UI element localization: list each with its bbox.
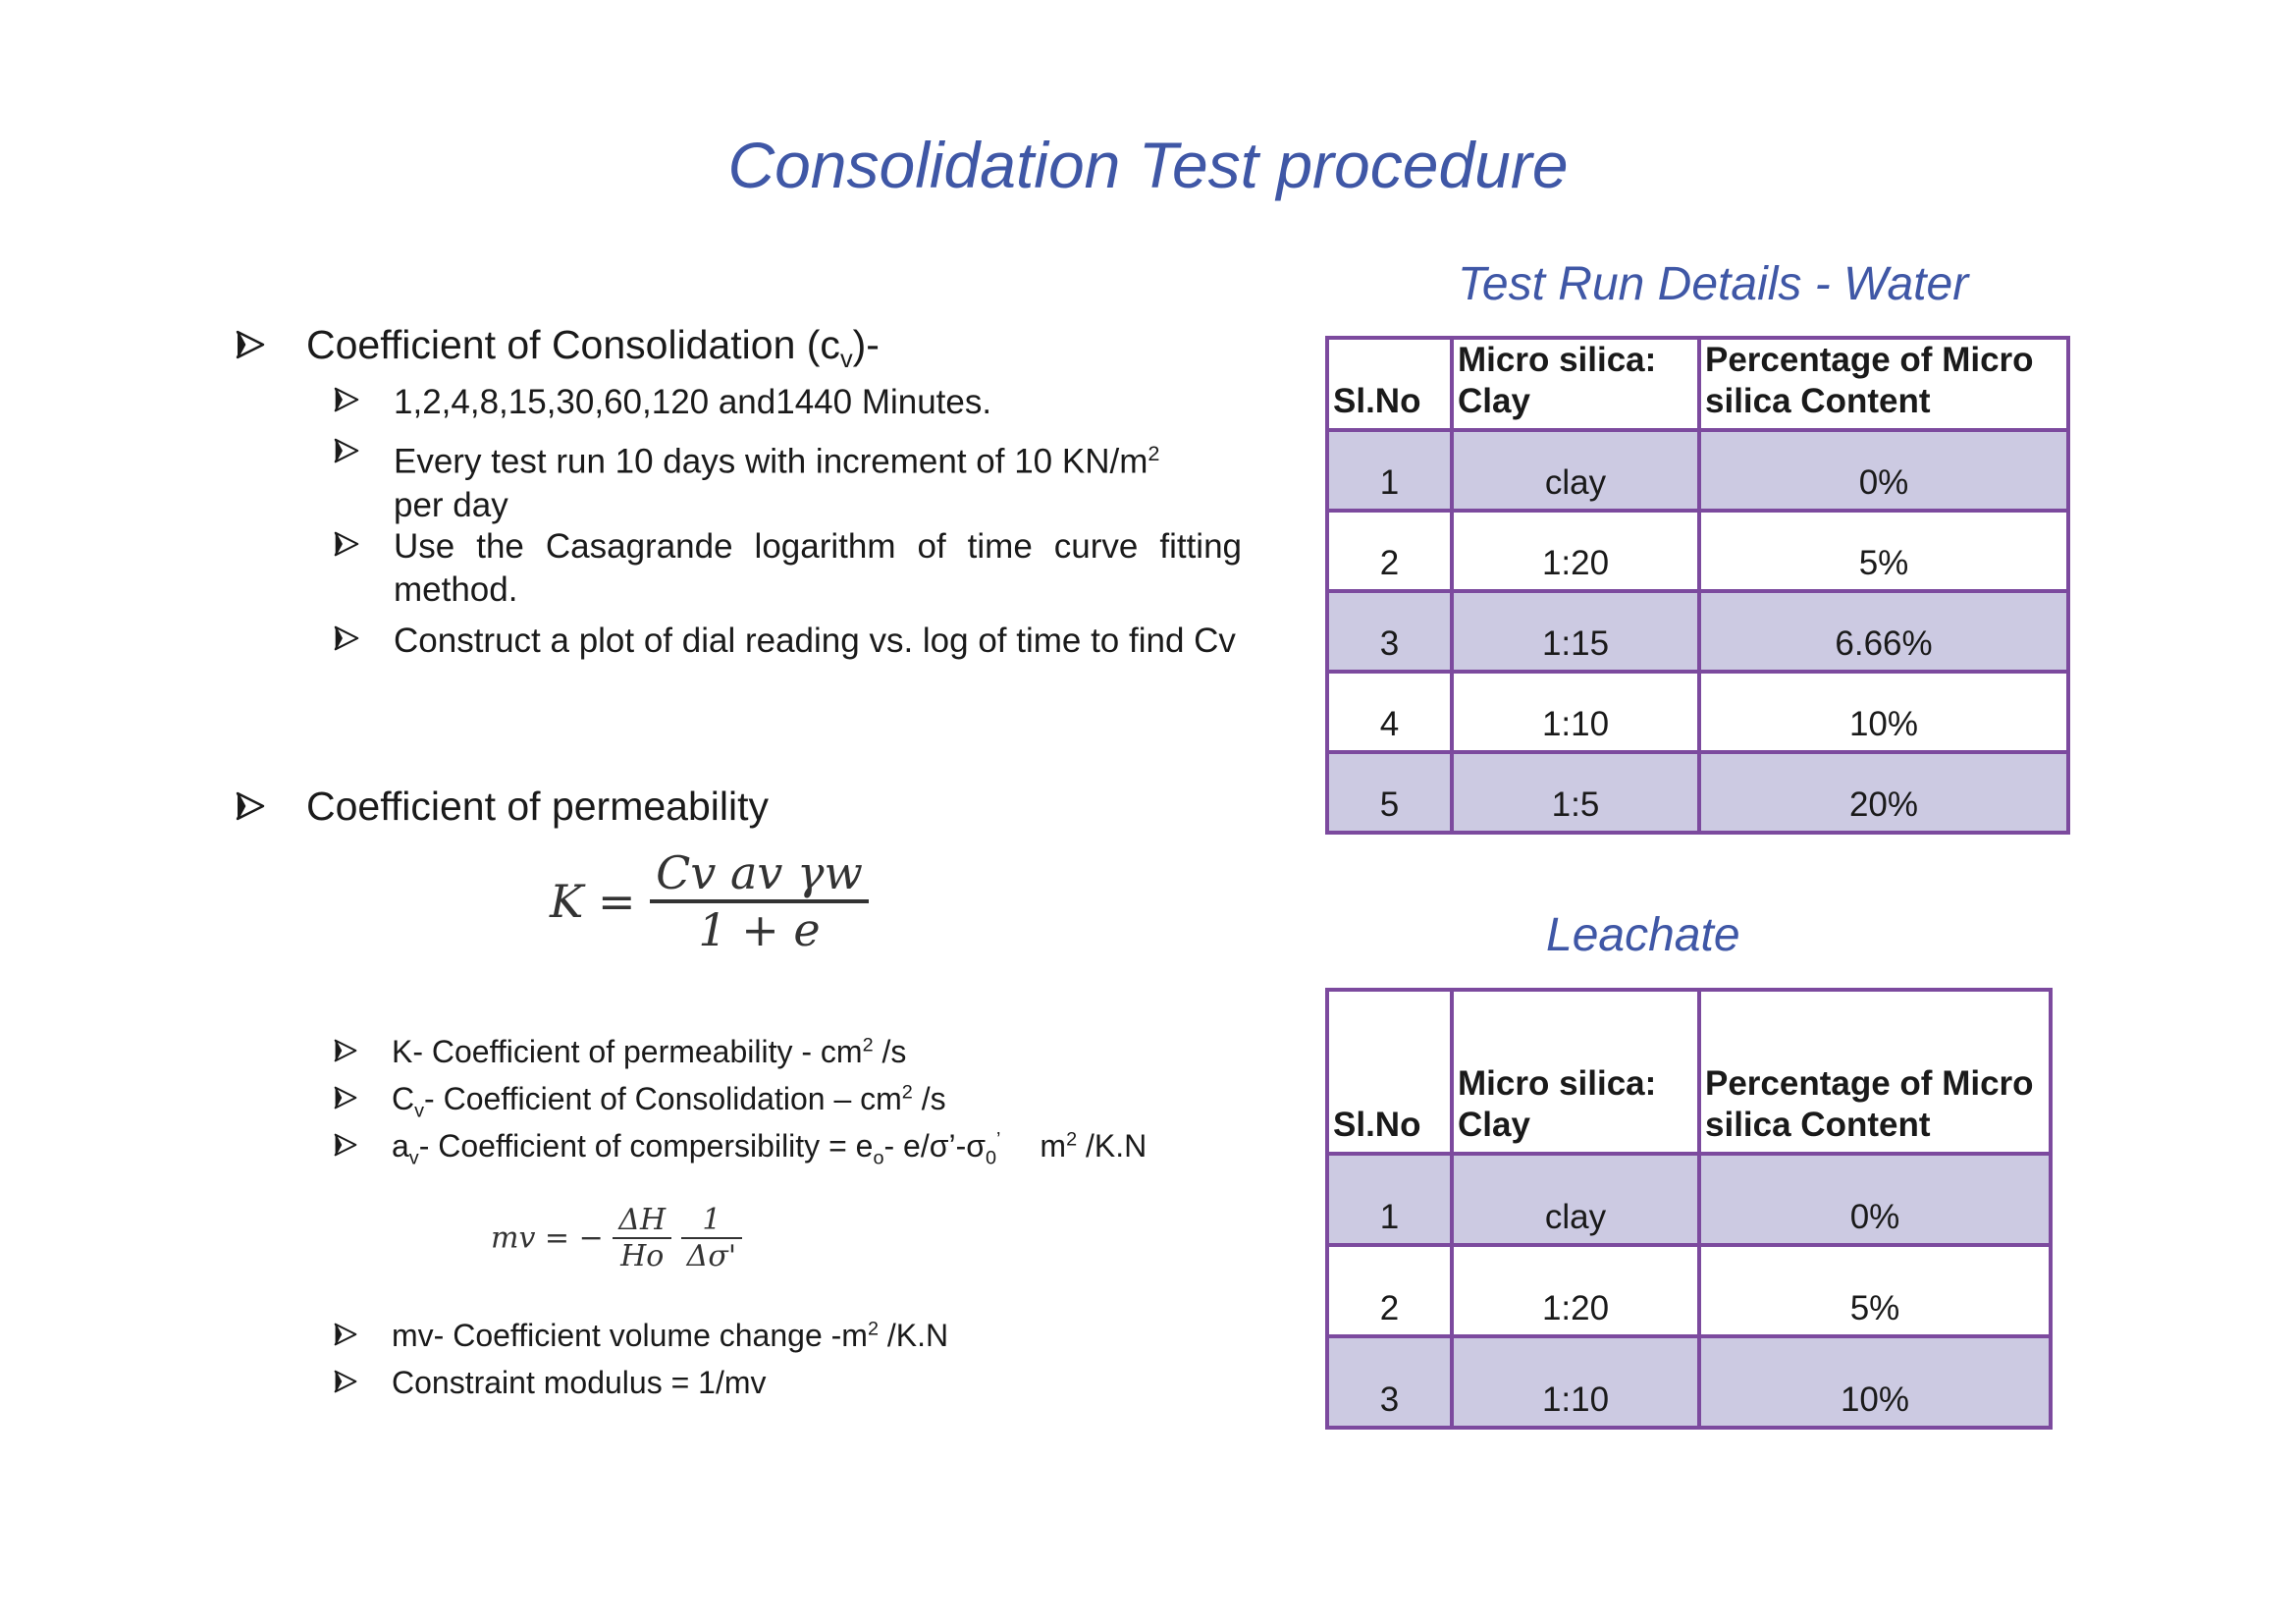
cell-slno: 1 bbox=[1327, 430, 1452, 511]
arrow-bullet-icon bbox=[334, 625, 359, 651]
cell-slno: 3 bbox=[1327, 1336, 1452, 1428]
arrow-bullet-icon bbox=[236, 330, 265, 359]
cell-percentage: 10% bbox=[1699, 672, 2068, 752]
table-row bbox=[1327, 430, 2068, 511]
leachate-table bbox=[1325, 988, 2053, 1430]
def-cv: $C_v-$ Coefficient of Consolidation – $cm^2$ /s bbox=[334, 1081, 946, 1122]
arrow-bullet-icon bbox=[334, 438, 359, 463]
cell-percentage: 0% bbox=[1699, 1154, 2051, 1245]
cell-ratio: 1:15 bbox=[1452, 591, 1699, 672]
cv-item-times: 1,2,4,8,15,30,60,120 and1440 Minutes. bbox=[334, 381, 1242, 424]
leachate-table-title: Leachate bbox=[1546, 909, 1740, 961]
table-row bbox=[1327, 752, 2068, 833]
cell-ratio: clay bbox=[1452, 1154, 1699, 1245]
arrow-bullet-icon bbox=[236, 791, 265, 821]
header-ratio: Micro silica: Clay bbox=[1452, 338, 1699, 430]
def-k: K- Coefficient of permeability - $cm^2$ /s bbox=[334, 1034, 906, 1070]
cell-percentage: 10% bbox=[1699, 1336, 2051, 1428]
cv-item-casagrande: Use the Casagrande logarithm of time curve fitting method. bbox=[334, 525, 1242, 612]
cell-slno: 2 bbox=[1327, 511, 1452, 591]
cell-slno: 4 bbox=[1327, 672, 1452, 752]
arrow-bullet-icon bbox=[334, 531, 359, 557]
cell-ratio: 1:20 bbox=[1452, 511, 1699, 591]
water-table-title: Test Run Details - Water bbox=[1458, 258, 1969, 310]
arrow-bullet-icon bbox=[334, 1133, 357, 1157]
arrow-bullet-icon bbox=[334, 1370, 357, 1393]
cell-percentage: 5% bbox=[1699, 511, 2068, 591]
def-mv: mv- Coefficient volume change $-m^2$ /K.N bbox=[334, 1318, 948, 1354]
cell-slno: 3 bbox=[1327, 591, 1452, 672]
cell-percentage: 6.66% bbox=[1699, 591, 2068, 672]
table-row bbox=[1327, 672, 2068, 752]
cv-heading: Coefficient of Consolidation $(c_v)-$ bbox=[236, 322, 880, 374]
table-row bbox=[1327, 511, 2068, 591]
header-slno: Sl.No bbox=[1327, 990, 1452, 1154]
perm-heading: Coefficient of permeability bbox=[236, 784, 769, 830]
arrow-bullet-icon bbox=[334, 1323, 357, 1346]
arrow-bullet-icon bbox=[334, 387, 359, 412]
header-percentage: Percentage of Micro silica Content bbox=[1699, 990, 2051, 1154]
table-header-row bbox=[1327, 338, 2068, 430]
cell-slno: 1 bbox=[1327, 1154, 1452, 1245]
table-row bbox=[1327, 1154, 2051, 1245]
page-title: Consolidation Test procedure bbox=[727, 129, 1569, 201]
cell-ratio: 1:5 bbox=[1452, 752, 1699, 833]
header-percentage: Percentage of Micro silica Content bbox=[1699, 338, 2068, 430]
table-row bbox=[1327, 1336, 2051, 1428]
table-row bbox=[1327, 591, 2068, 672]
def-av: $a_v-$ Coefficient of compersibility = $e_o-$ $e/\sigma’-\sigma_0^’$ $m^2$ /K.N bbox=[334, 1128, 1147, 1169]
water-table bbox=[1325, 336, 2070, 835]
table-row bbox=[1327, 1245, 2051, 1336]
cell-ratio: 1:10 bbox=[1452, 1336, 1699, 1428]
cell-slno: 5 bbox=[1327, 752, 1452, 833]
cv-item-plot: Construct a plot of dial reading vs. log of time to find Cv bbox=[334, 620, 1242, 663]
formula-mv: mv = − $\frac{\Delta H}{Ho}$ $\frac{1}{\Delta\sigma'}$ bbox=[491, 1203, 742, 1273]
arrow-bullet-icon bbox=[334, 1086, 357, 1110]
header-slno: Sl.No bbox=[1327, 338, 1452, 430]
cell-percentage: 5% bbox=[1699, 1245, 2051, 1336]
header-ratio: Micro silica: Clay bbox=[1452, 990, 1699, 1154]
cell-ratio: 1:10 bbox=[1452, 672, 1699, 752]
cv-item-increment: Every test run 10 days with increment of 10 $KN/m^2$ per day bbox=[334, 432, 1242, 527]
table-header-row bbox=[1327, 990, 2051, 1154]
cell-ratio: 1:20 bbox=[1452, 1245, 1699, 1336]
formula-k: K = $\frac{\text{Cv av γw}}{1 + e}$ bbox=[550, 846, 869, 956]
def-constraint: Constraint modulus = 1/mv bbox=[334, 1365, 767, 1401]
cell-percentage: 0% bbox=[1699, 430, 2068, 511]
cell-percentage: 20% bbox=[1699, 752, 2068, 833]
cell-slno: 2 bbox=[1327, 1245, 1452, 1336]
cell-ratio: clay bbox=[1452, 430, 1699, 511]
arrow-bullet-icon bbox=[334, 1039, 357, 1062]
